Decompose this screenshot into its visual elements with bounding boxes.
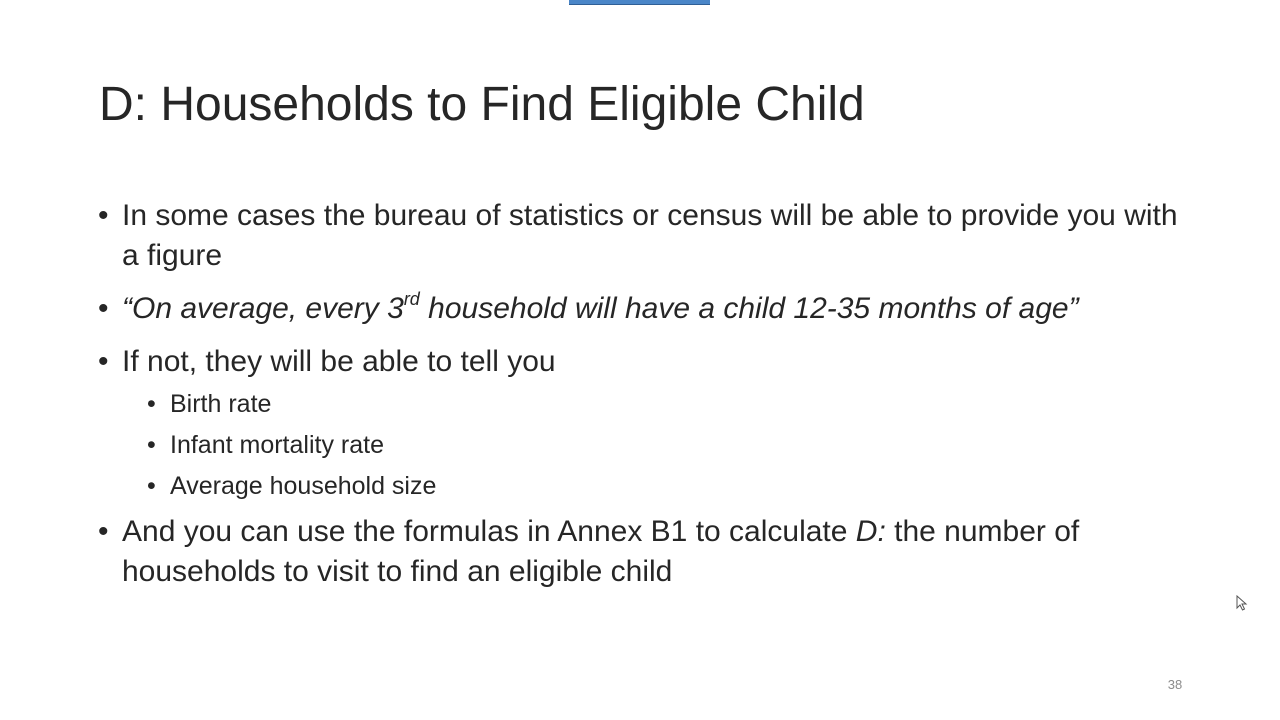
slide-title: D: Households to Find Eligible Child [99, 78, 865, 131]
mouse-pointer-icon [1236, 595, 1248, 611]
formula-variable-d: D: [855, 515, 886, 548]
formulas-text-start: And you can use the formulas in Annex B1 to calculate [122, 515, 856, 548]
bullet-if-not [98, 342, 1188, 507]
bullet-formulas [98, 512, 1188, 592]
sub-bullet-household-size: • Average household size [122, 466, 1188, 507]
formulas-text-end: the number of households to visit to find an eligible child [122, 515, 1080, 588]
bullet-if-not-text: If not, they will be able to tell you [122, 345, 556, 378]
slide-number: 38 [1167, 677, 1183, 692]
quote-text-start: “On average, every 3 [122, 292, 404, 325]
bullet-census-figure-text: In some cases the bureau of statistics or census will be able to provide you with a figure [122, 199, 1178, 272]
ordinal-superscript: rd [403, 289, 420, 309]
quote-text-end: household will have a child 12-35 months of age” [419, 292, 1079, 325]
bullet-census-figure [98, 196, 1188, 276]
top-window-tab [569, 0, 710, 5]
bullet-average-quote [98, 289, 1188, 329]
sub-bullet-birth-rate: • Birth rate [122, 384, 1188, 425]
sub-bullet-infant-mortality: • Infant mortality rate [122, 425, 1188, 466]
sub-bullet-list [122, 384, 1188, 507]
bullet-list [98, 196, 1188, 592]
